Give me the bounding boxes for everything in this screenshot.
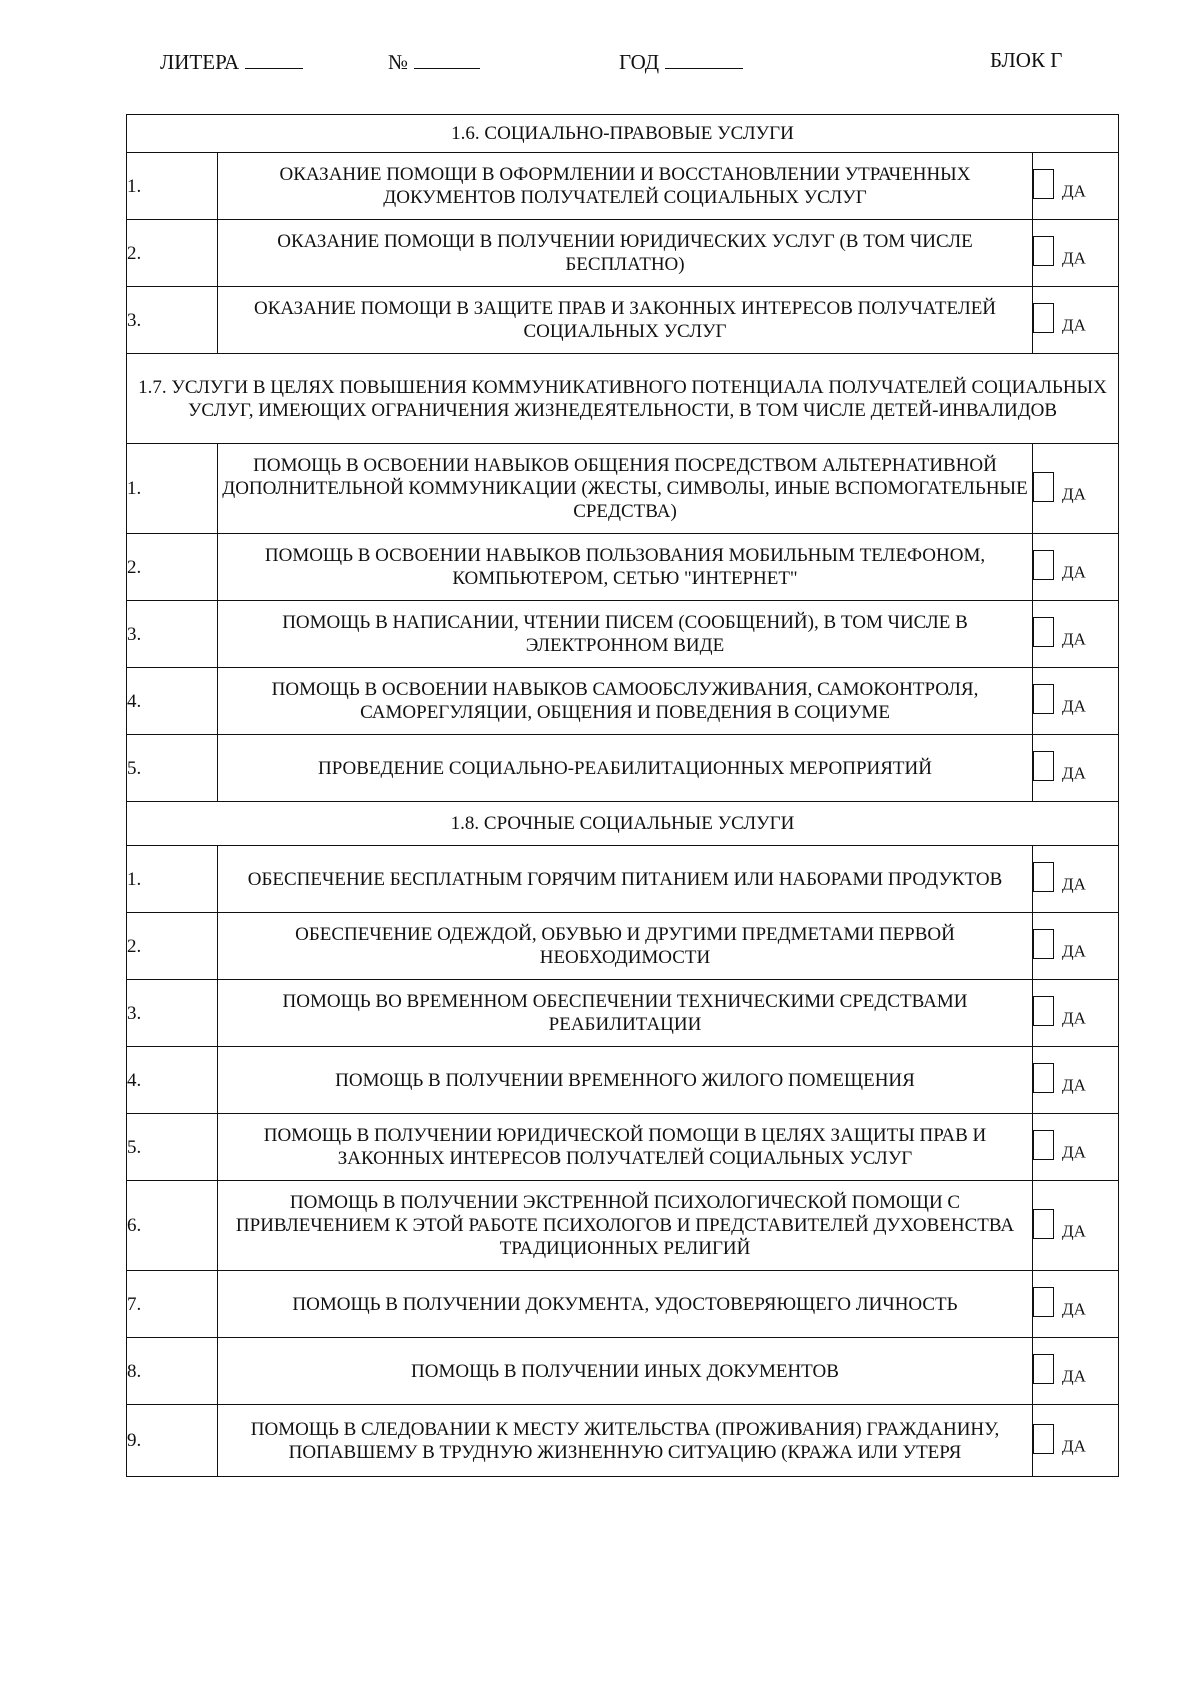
row-number: 1. xyxy=(127,444,218,534)
checkbox[interactable] xyxy=(1033,1287,1054,1317)
year-blank[interactable] xyxy=(665,48,743,69)
row-number: 5. xyxy=(127,1114,218,1181)
year-field xyxy=(619,48,743,75)
yes-label: ДА xyxy=(1062,763,1086,783)
yes-option xyxy=(1033,534,1119,601)
service-row xyxy=(127,153,1119,220)
service-row xyxy=(127,534,1119,601)
row-number: 4. xyxy=(127,668,218,735)
checkbox[interactable] xyxy=(1033,1209,1054,1239)
yes-label: ДА xyxy=(1062,1436,1086,1456)
yes-option xyxy=(1033,668,1119,735)
number-field xyxy=(388,48,480,75)
service-row xyxy=(127,1271,1119,1338)
service-row xyxy=(127,1181,1119,1271)
service-row xyxy=(127,1047,1119,1114)
section-header-row xyxy=(127,354,1119,444)
service-row xyxy=(127,601,1119,668)
service-row xyxy=(127,1338,1119,1405)
service-description: ПОМОЩЬ В ОСВОЕНИИ НАВЫКОВ ОБЩЕНИЯ ПОСРЕДСТВОМ АЛЬТЕРНАТИВНОЙ ДОПОЛНИТЕЛЬНОЙ КОММУНИКАЦИИ (ЖЕСТЫ, СИМВОЛЫ, ИНЫЕ ВСПОМОГАТЕЛЬНЫЕ СРЕДСТВА) xyxy=(218,444,1033,534)
row-number: 2. xyxy=(127,220,218,287)
number-blank[interactable] xyxy=(414,48,480,69)
service-row xyxy=(127,668,1119,735)
service-description: ПОМОЩЬ В ПОЛУЧЕНИИ ВРЕМЕННОГО ЖИЛОГО ПОМЕЩЕНИЯ xyxy=(218,1047,1033,1114)
yes-option xyxy=(1033,601,1119,668)
row-number: 3. xyxy=(127,980,218,1047)
yes-option xyxy=(1033,846,1119,913)
checkbox[interactable] xyxy=(1033,169,1054,199)
service-row xyxy=(127,444,1119,534)
row-number: 2. xyxy=(127,534,218,601)
litera-field xyxy=(160,48,303,75)
row-number: 9. xyxy=(127,1405,218,1477)
yes-label: ДА xyxy=(1062,1221,1086,1241)
yes-option xyxy=(1033,1405,1119,1477)
section-title: 1.8. СРОЧНЫЕ СОЦИАЛЬНЫЕ УСЛУГИ xyxy=(127,802,1119,846)
row-number: 1. xyxy=(127,153,218,220)
service-description: ПОМОЩЬ В НАПИСАНИИ, ЧТЕНИИ ПИСЕМ (СООБЩЕНИЙ), В ТОМ ЧИСЛЕ В ЭЛЕКТРОННОМ ВИДЕ xyxy=(218,601,1033,668)
services-table xyxy=(126,114,1119,1477)
yes-label: ДА xyxy=(1062,1299,1086,1319)
litera-label: ЛИТЕРА xyxy=(160,50,240,74)
yes-label: ДА xyxy=(1062,562,1086,582)
yes-option xyxy=(1033,153,1119,220)
checkbox[interactable] xyxy=(1033,751,1054,781)
checkbox[interactable] xyxy=(1033,550,1054,580)
section-title: 1.7. УСЛУГИ В ЦЕЛЯХ ПОВЫШЕНИЯ КОММУНИКАТИВНОГО ПОТЕНЦИАЛА ПОЛУЧАТЕЛЕЙ СОЦИАЛЬНЫХ УСЛУГ, ИМЕЮЩИХ ОГРАНИЧЕНИЯ ЖИЗНЕДЕЯТЕЛЬНОСТИ, В ТОМ ЧИСЛЕ ДЕТЕЙ-ИНВАЛИДОВ xyxy=(127,354,1119,444)
year-label: ГОД xyxy=(619,50,660,74)
yes-label: ДА xyxy=(1062,1008,1086,1028)
service-description: ПОМОЩЬ В ПОЛУЧЕНИИ ИНЫХ ДОКУМЕНТОВ xyxy=(218,1338,1033,1405)
row-number: 3. xyxy=(127,601,218,668)
service-description: ПОМОЩЬ В ОСВОЕНИИ НАВЫКОВ САМООБСЛУЖИВАНИЯ, САМОКОНТРОЛЯ, САМОРЕГУЛЯЦИИ, ОБЩЕНИЯ И ПОВЕДЕНИЯ В СОЦИУМЕ xyxy=(218,668,1033,735)
service-description: ОБЕСПЕЧЕНИЕ БЕСПЛАТНЫМ ГОРЯЧИМ ПИТАНИЕМ ИЛИ НАБОРАМИ ПРОДУКТОВ xyxy=(218,846,1033,913)
yes-label: ДА xyxy=(1062,941,1086,961)
service-description: ПОМОЩЬ В СЛЕДОВАНИИ К МЕСТУ ЖИТЕЛЬСТВА (ПРОЖИВАНИЯ) ГРАЖДАНИНУ, ПОПАВШЕМУ В ТРУДНУЮ ЖИЗНЕННУЮ СИТУАЦИЮ (КРАЖА ИЛИ УТЕРЯ xyxy=(218,1405,1033,1477)
row-number: 6. xyxy=(127,1181,218,1271)
service-row xyxy=(127,1405,1119,1477)
service-description: ПОМОЩЬ ВО ВРЕМЕННОМ ОБЕСПЕЧЕНИИ ТЕХНИЧЕСКИМИ СРЕДСТВАМИ РЕАБИЛИТАЦИИ xyxy=(218,980,1033,1047)
row-number: 8. xyxy=(127,1338,218,1405)
checkbox[interactable] xyxy=(1033,303,1054,333)
yes-option xyxy=(1033,220,1119,287)
checkbox[interactable] xyxy=(1033,929,1054,959)
yes-label: ДА xyxy=(1062,696,1086,716)
service-description: ПОМОЩЬ В ПОЛУЧЕНИИ ДОКУМЕНТА, УДОСТОВЕРЯЮЩЕГО ЛИЧНОСТЬ xyxy=(218,1271,1033,1338)
yes-option xyxy=(1033,913,1119,980)
service-description: ОКАЗАНИЕ ПОМОЩИ В ЗАЩИТЕ ПРАВ И ЗАКОННЫХ ИНТЕРЕСОВ ПОЛУЧАТЕЛЕЙ СОЦИАЛЬНЫХ УСЛУГ xyxy=(218,287,1033,354)
yes-option xyxy=(1033,735,1119,802)
checkbox[interactable] xyxy=(1033,617,1054,647)
number-label: № xyxy=(388,50,409,74)
service-row xyxy=(127,1114,1119,1181)
section-header-row xyxy=(127,115,1119,153)
yes-label: ДА xyxy=(1062,629,1086,649)
row-number: 5. xyxy=(127,735,218,802)
checkbox[interactable] xyxy=(1033,862,1054,892)
service-description: ОКАЗАНИЕ ПОМОЩИ В ПОЛУЧЕНИИ ЮРИДИЧЕСКИХ УСЛУГ (В ТОМ ЧИСЛЕ БЕСПЛАТНО) xyxy=(218,220,1033,287)
service-description: ПОМОЩЬ В ПОЛУЧЕНИИ ЭКСТРЕННОЙ ПСИХОЛОГИЧЕСКОЙ ПОМОЩИ С ПРИВЛЕЧЕНИЕМ К ЭТОЙ РАБОТЕ ПСИХОЛОГОВ И ПРЕДСТАВИТЕЛЕЙ ДУХОВЕНСТВА ТРАДИЦИОННЫХ РЕЛИГИЙ xyxy=(218,1181,1033,1271)
yes-option xyxy=(1033,980,1119,1047)
yes-label: ДА xyxy=(1062,315,1086,335)
yes-label: ДА xyxy=(1062,1075,1086,1095)
service-description: ПОМОЩЬ В ПОЛУЧЕНИИ ЮРИДИЧЕСКОЙ ПОМОЩИ В ЦЕЛЯХ ЗАЩИТЫ ПРАВ И ЗАКОННЫХ ИНТЕРЕСОВ ПОЛУЧАТЕЛЕЙ СОЦИАЛЬНЫХ УСЛУГ xyxy=(218,1114,1033,1181)
yes-option xyxy=(1033,1047,1119,1114)
row-number: 1. xyxy=(127,846,218,913)
yes-option xyxy=(1033,1114,1119,1181)
row-number: 3. xyxy=(127,287,218,354)
litera-blank[interactable] xyxy=(245,48,303,69)
service-row xyxy=(127,735,1119,802)
section-header-row xyxy=(127,802,1119,846)
service-description: ОБЕСПЕЧЕНИЕ ОДЕЖДОЙ, ОБУВЬЮ И ДРУГИМИ ПРЕДМЕТАМИ ПЕРВОЙ НЕОБХОДИМОСТИ xyxy=(218,913,1033,980)
yes-option xyxy=(1033,444,1119,534)
service-row xyxy=(127,846,1119,913)
yes-label: ДА xyxy=(1062,874,1086,894)
checkbox[interactable] xyxy=(1033,684,1054,714)
form-header xyxy=(0,48,1200,88)
block-label: БЛОК Г xyxy=(990,48,1063,72)
yes-option xyxy=(1033,287,1119,354)
service-description: ПРОВЕДЕНИЕ СОЦИАЛЬНО-РЕАБИЛИТАЦИОННЫХ МЕРОПРИЯТИЙ xyxy=(218,735,1033,802)
service-row xyxy=(127,220,1119,287)
checkbox[interactable] xyxy=(1033,236,1054,266)
service-row xyxy=(127,980,1119,1047)
yes-label: ДА xyxy=(1062,484,1086,504)
service-description: ОКАЗАНИЕ ПОМОЩИ В ОФОРМЛЕНИИ И ВОССТАНОВЛЕНИИ УТРАЧЕННЫХ ДОКУМЕНТОВ ПОЛУЧАТЕЛЕЙ СОЦИАЛЬНЫХ УСЛУГ xyxy=(218,153,1033,220)
yes-label: ДА xyxy=(1062,1142,1086,1162)
row-number: 2. xyxy=(127,913,218,980)
checkbox[interactable] xyxy=(1033,1130,1054,1160)
checkbox[interactable] xyxy=(1033,996,1054,1026)
checkbox[interactable] xyxy=(1033,1354,1054,1384)
checkbox[interactable] xyxy=(1033,472,1054,502)
yes-option xyxy=(1033,1338,1119,1405)
service-row xyxy=(127,913,1119,980)
checkbox[interactable] xyxy=(1033,1424,1054,1454)
service-row xyxy=(127,287,1119,354)
yes-label: ДА xyxy=(1062,1366,1086,1386)
checkbox[interactable] xyxy=(1033,1063,1054,1093)
row-number: 7. xyxy=(127,1271,218,1338)
yes-option xyxy=(1033,1181,1119,1271)
service-description: ПОМОЩЬ В ОСВОЕНИИ НАВЫКОВ ПОЛЬЗОВАНИЯ МОБИЛЬНЫМ ТЕЛЕФОНОМ, КОМПЬЮТЕРОМ, СЕТЬЮ "ИНТЕРНЕТ" xyxy=(218,534,1033,601)
yes-label: ДА xyxy=(1062,181,1086,201)
section-title: 1.6. СОЦИАЛЬНО-ПРАВОВЫЕ УСЛУГИ xyxy=(127,115,1119,153)
yes-option xyxy=(1033,1271,1119,1338)
row-number: 4. xyxy=(127,1047,218,1114)
yes-label: ДА xyxy=(1062,248,1086,268)
